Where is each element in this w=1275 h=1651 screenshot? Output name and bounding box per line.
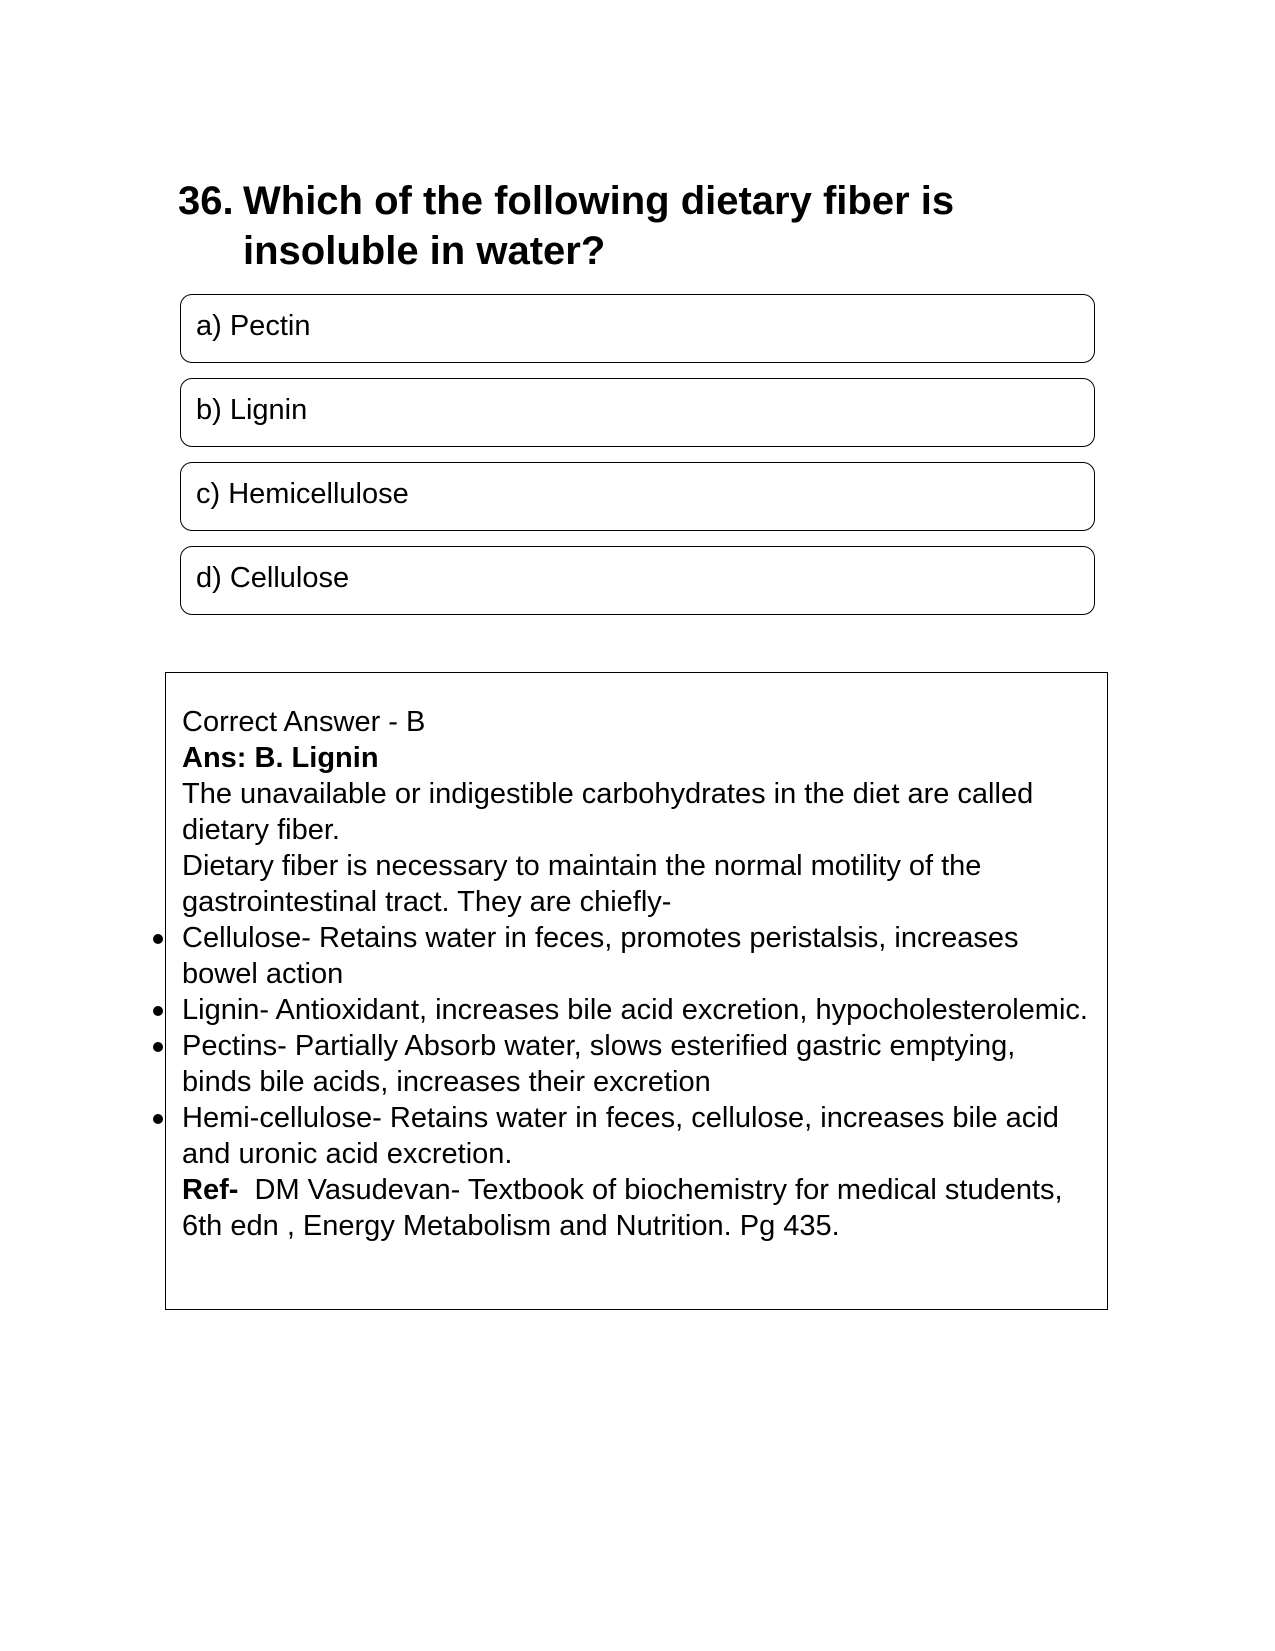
explanation-paragraph-2: Dietary fiber is necessary to maintain the normal motility of the gastrointestinal tract. They are chiefly- — [182, 850, 982, 918]
option-c[interactable]: c) Hemicellulose — [180, 462, 1095, 531]
reference-text: DM Vasudevan- Textbook of biochemistry for medical students, 6th edn , Energy Metabolism and Nutrition. Pg 435. — [182, 1174, 1063, 1242]
correct-answer-line: Correct Answer - B — [182, 706, 426, 738]
option-a[interactable]: a) Pectin — [180, 294, 1095, 363]
list-item-hemicellulose: Hemi-cellulose- Retains water in feces, cellulose, increases bile acid and uronic acid excretion. — [182, 1100, 1091, 1172]
list-item-pectins: Pectins- Partially Absorb water, slows esterified gastric emptying, binds bile acids, increases their excretion — [182, 1028, 1091, 1100]
answer-explanation-box — [165, 672, 1108, 1310]
reference-label: Ref- — [182, 1174, 239, 1206]
option-d[interactable]: d) Cellulose — [180, 546, 1095, 615]
answer-heading: Ans: B. Lignin — [182, 742, 379, 774]
list-item-cellulose: Cellulose- Retains water in feces, promotes peristalsis, increases bowel action — [182, 920, 1091, 992]
list-item-lignin: Lignin- Antioxidant, increases bile acid excretion, hypocholesterolemic. — [182, 992, 1091, 1028]
reference — [182, 1172, 1091, 1244]
question-heading — [178, 176, 1058, 276]
fiber-types-list — [182, 920, 1091, 1172]
question-number: 36. — [178, 179, 234, 223]
explanation-paragraph-1: The unavailable or indigestible carbohydrates in the diet are called dietary fiber. — [182, 778, 1034, 846]
option-b[interactable]: b) Lignin — [180, 378, 1095, 447]
options-list — [180, 294, 1095, 630]
question-text: Which of the following dietary fiber is insoluble in water? — [243, 179, 955, 273]
